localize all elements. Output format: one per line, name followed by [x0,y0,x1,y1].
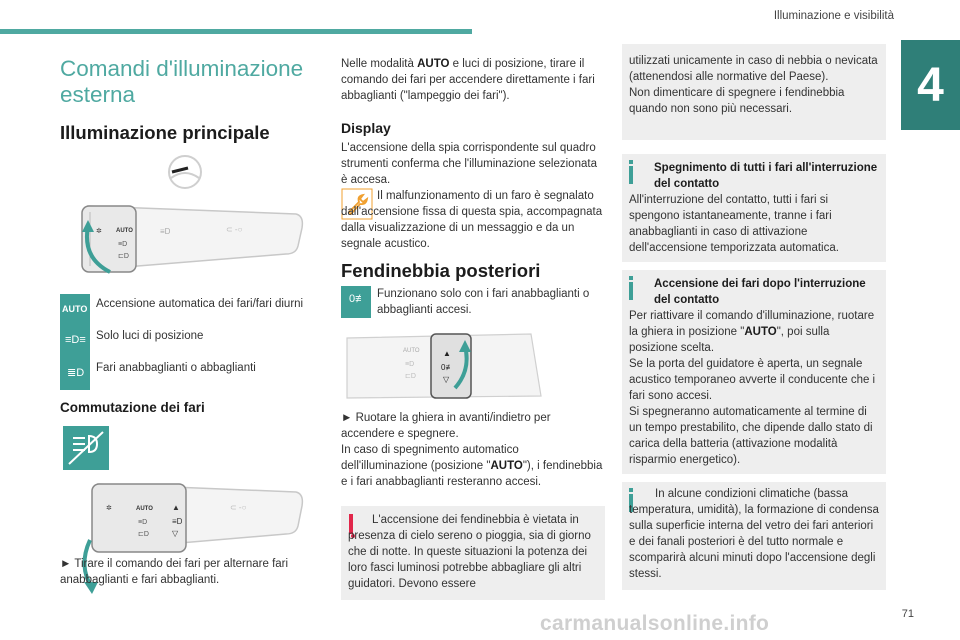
rear-fog-ring-illustration [341,326,605,406]
svg-text:▲: ▲ [172,503,180,512]
legend-item-dipped-beam [60,358,306,392]
header-title: Illuminazione e visibilità [773,10,894,22]
svg-text:▲: ▲ [443,349,451,358]
watermark: carmanualsonline.info [540,612,770,635]
svg-text:▽: ▽ [443,375,450,384]
info-condensation-text: In alcune condizioni climatiche (bassa temperatura, umidità), la formazione di condensa sulla superficie interna del vetro dei fari anteriori e dei fanali posteriori è del tutto normale e scomparirà alcuni minuti dopo l'accensione degli stessi. [629,488,879,580]
legend-label-side-lights: Solo luci di posizione [96,330,204,342]
headlamp-stalk-illustration [60,154,306,280]
svg-text:≡D: ≡D [405,361,415,368]
rear-fog-heading: Fendinebbia posteriori [341,260,541,281]
svg-text:▽: ▽ [172,529,179,538]
info-lights-off-title: Spegnimento di tutti i fari all'interruzione del contatto [654,162,878,190]
high-low-beam-icon [63,426,109,470]
svg-text:✲: ✲ [106,505,112,512]
legend-item-side-lights [60,326,306,360]
fog-warning-continued-text: utilizzati unicamente in caso di nebbia o nevicata (attenendosi alle normative del Paese). Non dimenticare di spegnere i fendinebbia quando non sono più necessari. [629,55,878,115]
display-text: L'accensione della spia corrispondente sul quadro strumenti conferma che l'illuminazione selezionata è accesa. [341,142,597,186]
legend-label-dipped-beam: Fari anabbaglianti o abbaglianti [96,362,256,374]
rear-fog-text: Funzionano solo con i fari anabbaglianti o abbaglianti accesi. [377,288,590,316]
page-number: 71 [901,608,914,620]
left-column [60,56,306,586]
middle-column [341,56,605,590]
chapter-number-tab: 4 [901,40,960,130]
dipped-beam-icon: ≣D [60,358,90,390]
svg-text:AUTO: AUTO [116,228,133,234]
svg-text:0≢: 0≢ [441,363,454,372]
beam-switch-instruction: ► Tirare il comando dei fari per alternare fari anabbaglianti e fari abbaglianti. [60,558,289,586]
info-icon [629,282,633,300]
svg-text:⊏D: ⊏D [405,373,416,380]
rotate-ring-instruction: ► Ruotare la ghiera in avanti/indietro per accendere e spegnere. [341,412,551,440]
svg-text:≡D: ≡D [172,517,183,526]
svg-text:✲: ✲ [96,228,102,235]
header-accent-bar [0,29,472,34]
rear-fog-icon: 0≢ [341,286,371,318]
svg-text:⊂ -○: ⊂ -○ [226,225,243,234]
side-lights-icon: ≡D≡ [60,326,90,358]
info-box-lights-off [622,154,886,262]
legend-item-auto [60,294,306,328]
info-lights-off-text: All'interruzione del contatto, tutti i fari si spengono istantaneamente, tranne i fari anabbaglianti in caso di attivazione dell'accensione temporizzata automatica. [629,194,839,254]
section-heading-main-lighting: Illuminazione principale [60,122,270,143]
info-icon-dot [629,160,633,164]
section-heading-beam-switch: Commutazione dei fari [60,400,205,415]
display-heading: Display [341,120,391,136]
info-after-ignition-text: Per riattivare il comando d'illuminazione, ruotare la ghiera in posizione "AUTO", poi sulla posizione scelta. Se la porta del guidatore è aperta, un segnale acustico temporaneo avverte il conducente che i fari sono accesi. Si spegneranno automaticamente al termine di un tempo prestabilito, che dipende dallo stato di carica della batteria (attivazione modalità risparmio energetico). [629,310,876,466]
svg-text:AUTO: AUTO [136,506,153,512]
legend-label-auto: Accensione automatica dei fari/fari diurni [96,298,304,310]
svg-text:≡D: ≡D [118,241,128,248]
auto-off-fog-text: In caso di spegnimento automatico dell'illuminazione (posizione "AUTO"), i fendinebbia e i fari anabbaglianti resteranno accesi. [341,444,603,488]
svg-text:⊏D: ⊏D [118,253,129,260]
info-icon [629,166,633,184]
info-box-lights-after-ignition [622,270,886,474]
info-box-condensation [622,482,886,590]
svg-text:AUTO: AUTO [403,348,420,354]
info-after-ignition-title: Accensione dei fari dopo l'interruzione del contatto [654,278,866,306]
svg-text:≡D: ≡D [138,519,148,526]
svg-text:≡D: ≡D [160,227,171,236]
svg-text:⊏D: ⊏D [138,531,149,538]
fog-warning-box [341,506,605,600]
fog-warning-box-continued [622,44,886,140]
info-icon-dot [629,276,633,280]
svg-text:⊂ -○: ⊂ -○ [230,503,247,512]
auto-mode-flash-text: Nelle modalità AUTO e luci di posizione, tirare il comando dei fari per accendere direttamente i fari abbaglianti ("lampeggio dei fari"). [341,58,595,102]
main-heading: Comandi d'illuminazione esterna [60,56,304,107]
fog-warning-text: L'accensione dei fendinebbia è vietata in presenza di cielo sereno o pioggia, sia di giorno che di notte. In queste situazioni la potenza dei loro fasci luminosi potrebbe abbagliare gli altri guidatori. Devono essere [348,514,591,590]
auto-headlamp-icon: AUTO [60,294,90,326]
steering-wheel-icon [169,156,201,188]
fault-warning-text: Il malfunzionamento di un faro è segnalato dall'accensione fissa di questa spia, accompagnata dalla visualizzazione di un messaggio e da un segnale acustico. [341,190,603,250]
